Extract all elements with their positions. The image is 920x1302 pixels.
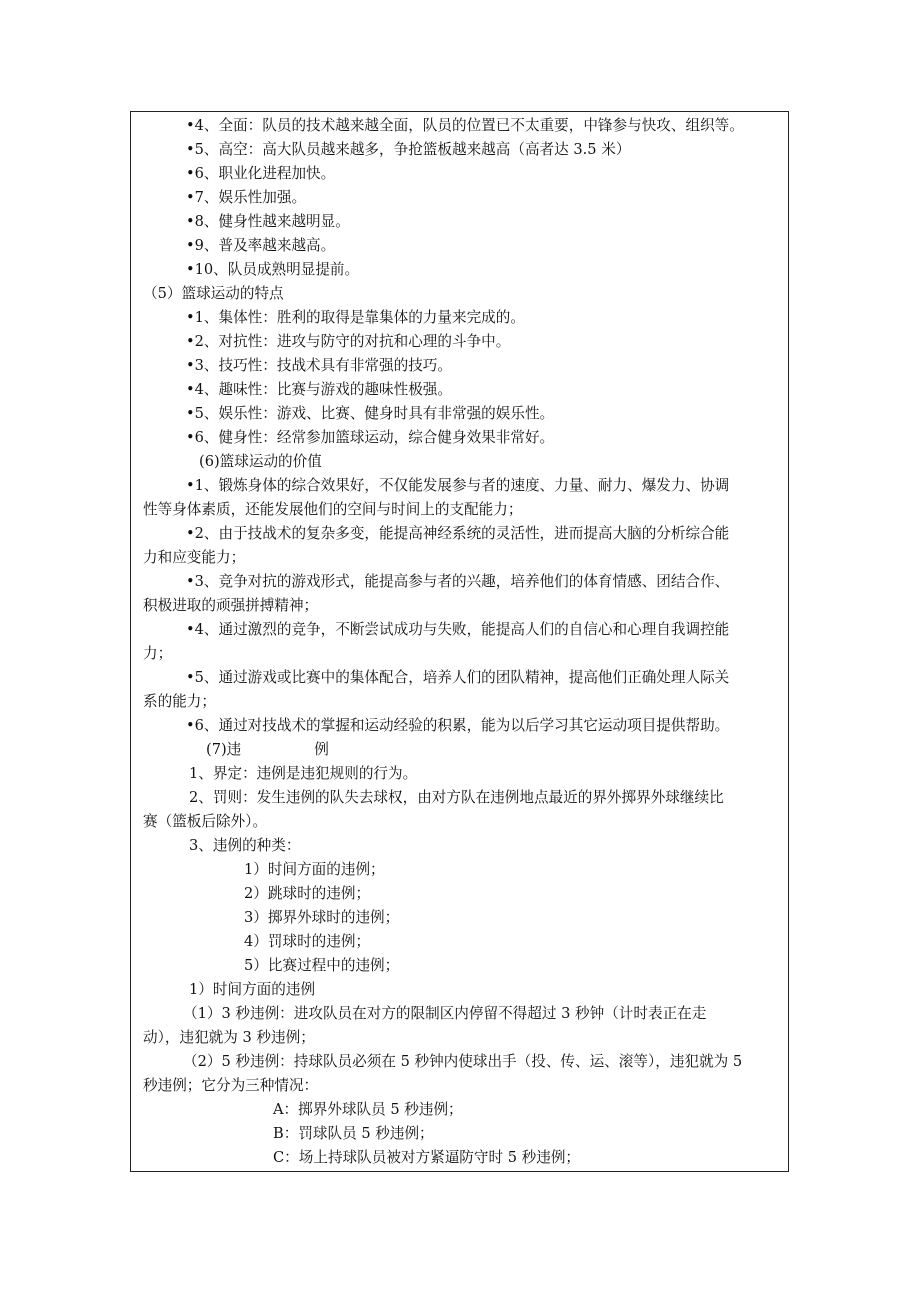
- text-line: •4、通过激烈的竞争，不断尝试成功与失败，能提高人们的自信心和心理自我调控能: [186, 621, 730, 638]
- text-line: 系的能力；: [143, 693, 216, 710]
- text-line: •4、全面：队员的技术越来越全面，队员的位置已不太重要，中锋参与快攻、组织等。: [186, 117, 744, 134]
- text-line: •6、健身性：经常参加篮球运动，综合健身效果非常好。: [186, 429, 555, 446]
- text-line: •3、竞争对抗的游戏形式，能提高参与者的兴趣，培养他们的体育情感、团结合作、: [186, 573, 730, 590]
- text-line: •1、锻炼身体的综合效果好，不仅能发展参与者的速度、力量、耐力、爆发力、协调: [186, 477, 730, 494]
- text-line: •8、健身性越来越明显。: [186, 213, 350, 230]
- text-line: •3、技巧性：技战术具有非常强的技巧。: [186, 357, 452, 374]
- text-line: （2）5 秒违例：持球队员必须在 5 秒钟内使球出手（投、传、运、滚等），违犯就为 5: [183, 1053, 743, 1070]
- text-line: 赛（篮板后除外）。: [143, 813, 268, 830]
- text-line: •4、趣味性：比赛与游戏的趣味性极强。: [186, 381, 452, 398]
- text-line: •5、通过游戏或比赛中的集体配合，培养人们的团队精神，提高他们正确处理人际关: [186, 669, 730, 686]
- text-line: 1、界定：违例是违犯规则的行为。: [189, 765, 418, 782]
- text-line: 1）时间方面的违例: [189, 981, 316, 998]
- text-line: 秒违例；它分为三种情况：: [143, 1077, 319, 1094]
- content-table-frame: [130, 111, 789, 1172]
- list-item: C：场上持球队员被对方紧逼防守时 5 秒违例；: [273, 1149, 581, 1166]
- text-line: 力；: [143, 645, 173, 662]
- text-line: •2、对抗性：进攻与防守的对抗和心理的斗争中。: [186, 333, 511, 350]
- list-item: 1）时间方面的违例；: [244, 861, 385, 878]
- text-line: •9、普及率越来越高。: [186, 237, 336, 254]
- list-item: 3）掷界外球时的违例；: [244, 909, 400, 926]
- text-line: •6、职业化进程加快。: [186, 165, 336, 182]
- text-line: •7、娱乐性加强。: [186, 189, 307, 206]
- section-heading: (7)违 例: [206, 741, 329, 758]
- list-item: 5）比赛过程中的违例；: [244, 957, 400, 974]
- list-item: 4）罚球时的违例；: [244, 933, 371, 950]
- text-line: •5、娱乐性：游戏、比赛、健身时具有非常强的娱乐性。: [186, 405, 555, 422]
- text-line: 积极进取的顽强拼搏精神；: [143, 597, 319, 614]
- text-line: 力和应变能力；: [143, 549, 246, 566]
- text-line: •5、高空：高大队员越来越多，争抢篮板越来越高（高者达 3.5 米）: [186, 141, 631, 158]
- list-item: A：掷界外球队员 5 秒违例；: [273, 1101, 463, 1118]
- text-line: （1）3 秒违例：进攻队员在对方的限制区内停留不得超过 3 秒钟（计时表正在走: [183, 1005, 707, 1022]
- text-line: 2、罚则：发生违例的队失去球权，由对方队在违例地点最近的界外掷界外球继续比: [189, 789, 724, 806]
- section-heading: （5）篮球运动的特点: [143, 285, 284, 302]
- list-item: 2）跳球时的违例；: [244, 885, 371, 902]
- text-line: •10、队员成熟明显提前。: [186, 261, 360, 278]
- text-line: •2、由于技战术的复杂多变，能提高神经系统的灵活性，进而提高大脑的分析综合能: [186, 525, 730, 542]
- text-line: 3、违例的种类：: [189, 837, 301, 854]
- text-line: 动），违犯就为 3 秒违例；: [143, 1029, 315, 1046]
- section-heading: (6)篮球运动的价值: [199, 453, 322, 470]
- list-item: B：罚球队员 5 秒违例；: [273, 1125, 434, 1142]
- text-line: 性等身体素质，还能发展他们的空间与时间上的支配能力；: [143, 501, 523, 518]
- text-line: •6、通过对技战术的掌握和运动经验的积累，能为以后学习其它运动项目提供帮助。: [186, 717, 730, 734]
- text-line: •1、集体性：胜利的取得是靠集体的力量来完成的。: [186, 309, 525, 326]
